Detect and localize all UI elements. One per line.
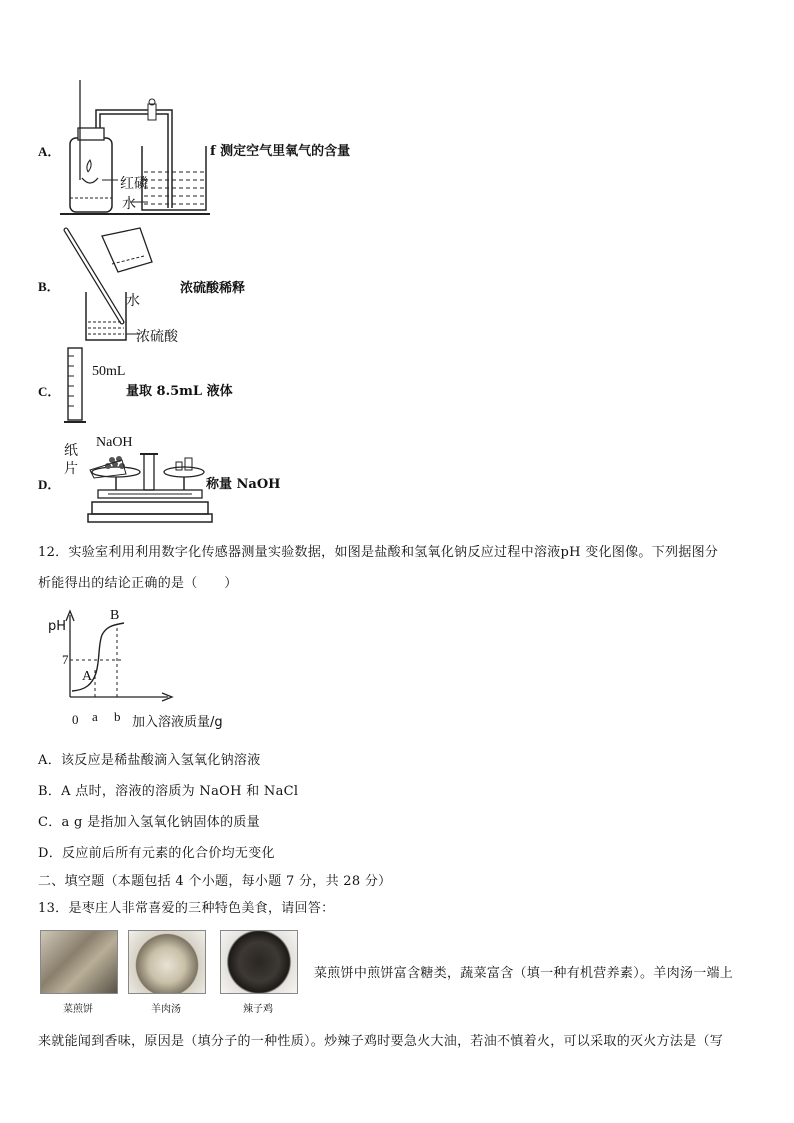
q13-stem: 13．是枣庄人非常喜爱的三种特色美食，请回答： — [38, 901, 335, 916]
photo-spicy-chicken — [220, 930, 298, 994]
option-a-letter: A． — [38, 144, 61, 159]
label-paper-1: 纸 — [64, 443, 78, 459]
option-d-letter: D． — [38, 477, 61, 492]
graduated-cylinder — [62, 346, 92, 428]
q12-stem-line1: 12．实验室利用利用数字化传感器测量实验数据，如图是盐酸和氢氧化钠反应过程中溶液pH 变化图像。下列据图分 — [38, 545, 719, 560]
q12-option-b: B．A 点时，溶液的溶质为 NaOH 和 NaCl — [38, 784, 299, 799]
photo-caption-1: 菜煎饼 — [63, 1004, 93, 1015]
label-naoh: NaOH — [96, 435, 133, 450]
q12-option-d: D．反应前后所有元素的化合价均无变化 — [38, 846, 275, 861]
option-b-letter: B． — [38, 279, 60, 294]
option-c-letter: C． — [38, 384, 61, 399]
option-a-caption: f 测定空气里氧气的含量 — [210, 144, 351, 159]
q13-line1: 菜煎饼中煎饼富含糖类，蔬菜富含（填一种有机营养素）。羊肉汤一端上 — [314, 966, 734, 981]
phosphorus-combustion-apparatus — [60, 80, 220, 220]
label-conc-sulfuric-acid: 浓硫酸 — [136, 329, 178, 345]
photo-vegetable-pancake — [40, 930, 118, 994]
graph-xtick-b: b — [114, 709, 121, 724]
graph-point-b: B — [110, 608, 120, 623]
q12-stem-line2: 析能得出的结论正确的是（ ） — [38, 576, 238, 591]
graph-xtick-a: a — [92, 709, 98, 724]
graph-ytick-7: 7 — [62, 652, 69, 667]
option-b-caption: 浓硫酸稀释 — [180, 281, 246, 296]
label-water-b: 水 — [126, 293, 140, 309]
photo-caption-2: 羊肉汤 — [151, 1004, 181, 1015]
label-red-phosphorus: 红磷 — [120, 176, 148, 192]
option-d-caption: 称量 NaOH — [206, 477, 281, 492]
q12-option-a: A．该反应是稀盐酸滴入氢氧化钠溶液 — [38, 753, 261, 768]
graph-xlabel: 加入溶液质量/g — [132, 715, 223, 730]
photo-caption-3: 辣子鸡 — [243, 1004, 273, 1015]
label-water-a: 水 — [122, 196, 136, 212]
q12-option-c: C．a g 是指加入氢氧化钠固体的质量 — [38, 815, 260, 830]
label-50ml: 50mL — [92, 364, 126, 379]
option-c-caption: 量取 8.5mL 液体 — [126, 384, 233, 399]
graph-origin: 0 — [72, 712, 79, 727]
photo-mutton-soup — [128, 930, 206, 994]
paper-sheet — [88, 456, 128, 480]
section-heading: 二、填空题（本题包括 4 个小题，每小题 7 分，共 28 分） — [38, 874, 392, 889]
label-paper-2: 片 — [64, 461, 78, 477]
graph-point-a: A — [82, 669, 93, 684]
graph-ylabel: pH — [48, 619, 67, 634]
q13-line2: 来就能闻到香味，原因是（填分子的一种性质）。炒辣子鸡时要急火大油，若油不慎着火，可以采取的灭火方法是（写 — [38, 1034, 724, 1049]
